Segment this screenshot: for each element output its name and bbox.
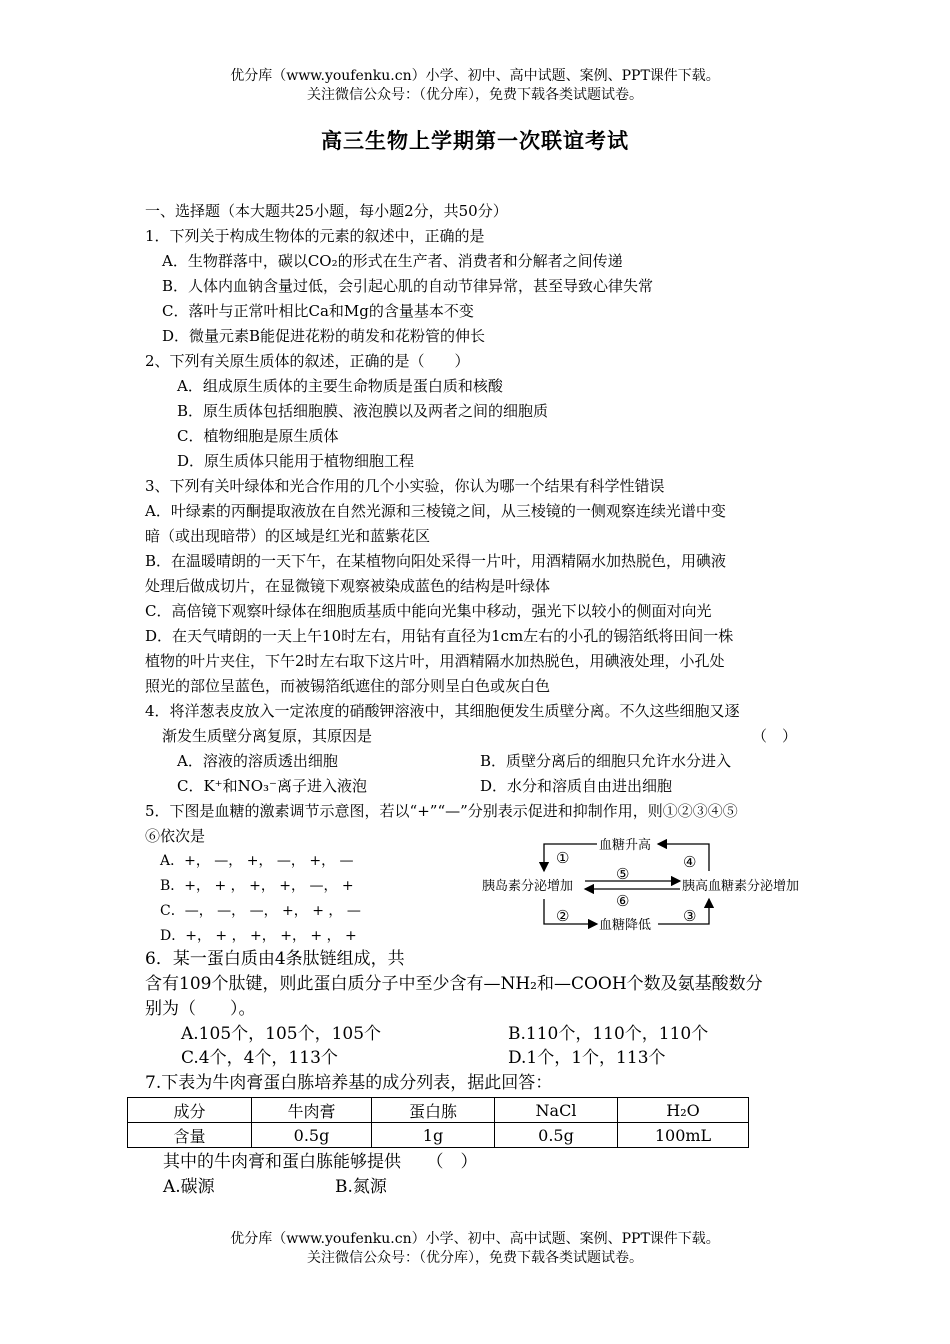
table-header-cell: H₂O bbox=[618, 1098, 749, 1123]
q6-option-b: B.110个，110个，110个 bbox=[508, 1024, 709, 1044]
label-n6: ⑥ bbox=[616, 892, 630, 910]
page-title: 高三生物上学期第一次联谊考试 bbox=[321, 128, 629, 153]
q1-option-d: D．微量元素B能促进花粉的萌发和花粉管的伸长 bbox=[162, 327, 486, 345]
table-cell: 0.5g bbox=[495, 1123, 618, 1148]
table-header-cell: 成分 bbox=[128, 1098, 252, 1123]
table-header-cell: 牛肉膏 bbox=[252, 1098, 372, 1123]
q7-sub-question: 其中的牛肉膏和蛋白胨能够提供 （ ） bbox=[163, 1152, 478, 1172]
q4-option-c: C．K⁺和NO₃⁻离子进入液泡 bbox=[177, 777, 367, 795]
label-n3: ③ bbox=[683, 907, 697, 925]
q1-option-c: C．落叶与正常叶相比Ca和Mg的含量基本不变 bbox=[162, 302, 474, 320]
q6-stem-line3: 别为（ ）。 bbox=[145, 999, 256, 1019]
table-header-row bbox=[128, 1098, 749, 1123]
q3-option-b-line1: B．在温暖晴朗的一天下午，在某植物向阳处采得一片叶，用酒精隔水加热脱色，用碘液 bbox=[145, 552, 727, 570]
q1-option-b: B．人体内血钠含量过低，会引起心肌的自动节律异常，甚至导致心律失常 bbox=[162, 277, 654, 295]
header-line-1: 优分库（www.youfenku.cn）小学、初中、高中试题、案例、PPT课件下载。 bbox=[230, 68, 720, 84]
q6-option-c: C.4个，4个，113个 bbox=[181, 1048, 338, 1068]
q4-answer-paren: （ ） bbox=[752, 727, 798, 745]
section-heading: 一、选择题（本大题共25小题，每小题2分，共50分） bbox=[145, 202, 508, 220]
q6-stem-line1: 6．某一蛋白质由4条肽链组成，共 bbox=[145, 949, 405, 969]
q3-option-b-line2: 处理后做成切片，在显微镜下观察被染成蓝色的结构是叶绿体 bbox=[145, 577, 551, 595]
table-cell: 100mL bbox=[618, 1123, 749, 1148]
label-glucagon: 胰高血糖素分泌增加 bbox=[682, 879, 800, 894]
q4-stem-line2: 渐发生质壁分离复原，其原因是 bbox=[162, 727, 373, 745]
q7-stem: 7.下表为牛肉膏蛋白胨培养基的成分列表，据此回答： bbox=[145, 1073, 553, 1093]
arrow-top-to-left bbox=[544, 844, 597, 871]
label-n2: ② bbox=[556, 907, 570, 925]
q4-option-d: D．水分和溶质自由进出细胞 bbox=[480, 777, 673, 795]
label-n4: ④ bbox=[683, 853, 697, 871]
arrow-left-to-bottom bbox=[544, 899, 597, 924]
q7-option-b: B.氮源 bbox=[335, 1177, 387, 1197]
table-header-cell: NaCl bbox=[495, 1098, 618, 1123]
label-insulin: 胰岛素分泌增加 bbox=[482, 879, 574, 894]
header-line-2: 关注微信公众号：（优分库），免费下载各类试题试卷。 bbox=[307, 87, 643, 103]
q7-option-a: A.碳源 bbox=[163, 1177, 215, 1197]
footer-line-2: 关注微信公众号：（优分库），免费下载各类试题试卷。 bbox=[307, 1250, 643, 1266]
q1-stem: 1．下列关于构成生物体的元素的叙述中，正确的是 bbox=[145, 227, 485, 245]
q5-stem-line1: 5．下图是血糖的激素调节示意图，若以“+”“—”分别表示促进和抑制作用，则①②③④⑤ bbox=[145, 802, 738, 820]
q4-stem-line1: 4．将洋葱表皮放入一定浓度的硝酸钾溶液中，其细胞便发生质壁分离。不久这些细胞又逐 bbox=[145, 702, 740, 720]
table-cell: 1g bbox=[372, 1123, 495, 1148]
q2-option-c: C．植物细胞是原生质体 bbox=[177, 427, 339, 445]
q3-option-d-line2: 植物的叶片夹住，下午2时左右取下这片叶，用酒精隔水加热脱色，用碘液处理，小孔处 bbox=[145, 652, 725, 670]
q6-option-d: D.1个，1个，113个 bbox=[508, 1048, 666, 1068]
table-row bbox=[128, 1123, 749, 1148]
q3-option-d-line3: 照光的部位呈蓝色，而被锡箔纸遮住的部分则呈白色或灰白色 bbox=[145, 677, 551, 695]
label-blood-sugar-up: 血糖升高 bbox=[599, 838, 652, 853]
q1-option-a: A．生物群落中，碳以CO₂的形式在生产者、消费者和分解者之间传递 bbox=[162, 252, 623, 270]
q3-option-a-line1: A．叶绿素的丙酮提取液放在自然光源和三棱镜之间，从三棱镜的一侧观察连续光谱中变 bbox=[145, 502, 726, 520]
blood-sugar-regulation-diagram bbox=[475, 833, 820, 938]
q5-option-c: C．—， —， —， +， + ， — bbox=[160, 903, 361, 919]
q2-option-a: A．组成原生质体的主要生命物质是蛋白质和核酸 bbox=[177, 377, 503, 395]
q2-option-d: D．原生质体只能用于植物细胞工程 bbox=[177, 452, 415, 470]
label-n1: ① bbox=[556, 849, 570, 867]
label-blood-sugar-down: 血糖降低 bbox=[599, 918, 652, 933]
q5-stem-line2: ⑥依次是 bbox=[145, 827, 206, 845]
q3-stem: 3、下列有关叶绿体和光合作用的几个小实验，你认为哪一个结果有科学性错误 bbox=[145, 477, 665, 495]
table-cell: 含量 bbox=[128, 1123, 252, 1148]
label-n5: ⑤ bbox=[616, 865, 630, 883]
q5-option-a: A．+， —， +， —， +， — bbox=[160, 853, 354, 869]
q2-option-b: B．原生质体包括细胞膜、液泡膜以及两者之间的细胞质 bbox=[177, 402, 549, 420]
table-cell: 0.5g bbox=[252, 1123, 372, 1148]
q4-option-b: B．质壁分离后的细胞只允许水分进入 bbox=[480, 752, 732, 770]
q3-option-d-line1: D．在天气晴朗的一天上午10时左右，用钻有直径为1cm左右的小孔的锡箔纸将田间一株 bbox=[145, 627, 734, 645]
q5-option-b: B．+， + ， +， +， —， + bbox=[160, 878, 354, 894]
q4-option-a: A．溶液的溶质透出细胞 bbox=[177, 752, 338, 770]
q2-stem: 2、下列有关原生质体的叙述，正确的是（ ） bbox=[145, 352, 470, 370]
q3-option-c: C．高倍镜下观察叶绿体在细胞质基质中能向光集中移动，强光下以较小的侧面对向光 bbox=[145, 602, 712, 620]
q5-option-d: D．+， + ， +， +， + ， + bbox=[160, 928, 357, 944]
q3-option-a-line2: 暗（或出现暗带）的区域是红光和蓝紫花区 bbox=[145, 527, 431, 545]
q6-option-a: A.105个，105个，105个 bbox=[181, 1024, 382, 1044]
table-header-cell: 蛋白胨 bbox=[372, 1098, 495, 1123]
nutrient-table bbox=[127, 1097, 749, 1148]
footer-line-1: 优分库（www.youfenku.cn）小学、初中、高中试题、案例、PPT课件下载。 bbox=[230, 1231, 720, 1247]
q6-stem-line2: 含有109个肽键，则此蛋白质分子中至少含有—NH₂和—COOH个数及氨基酸数分 bbox=[145, 974, 763, 994]
